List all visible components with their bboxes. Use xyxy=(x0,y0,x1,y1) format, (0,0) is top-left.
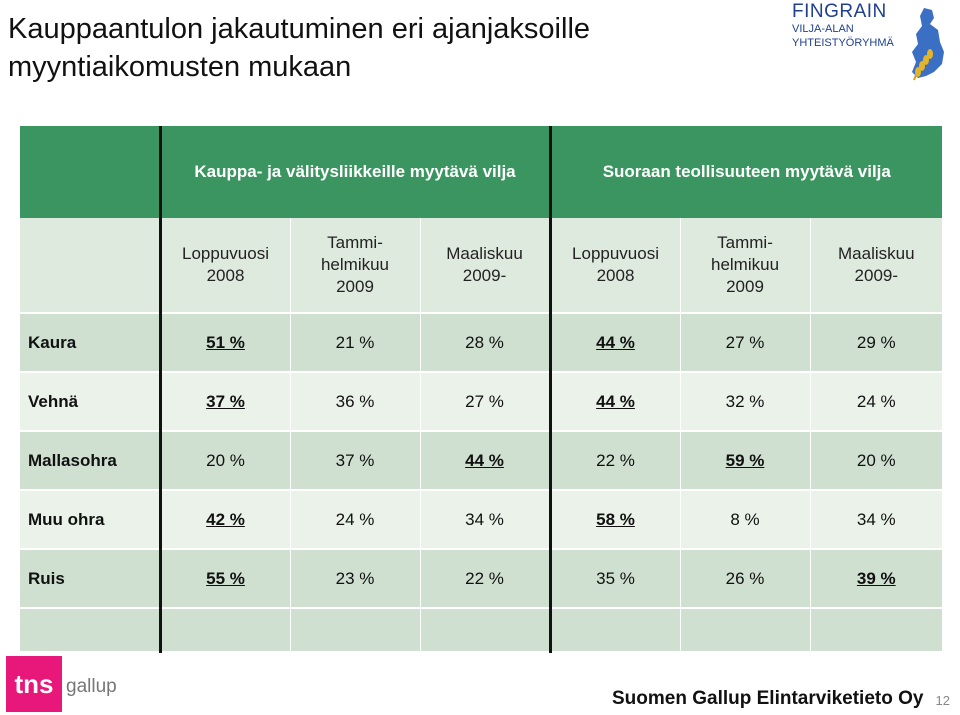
period-header-line: Tammi- xyxy=(327,233,383,252)
cell-value: 44 % xyxy=(596,391,635,411)
table-cell xyxy=(420,431,550,490)
cell-value: 37 % xyxy=(206,391,245,411)
fingrain-logo xyxy=(792,2,952,87)
table-cell xyxy=(420,313,550,372)
corner-cell xyxy=(20,126,160,218)
cell-value: 21 % xyxy=(335,332,375,352)
title-line-1: Kauppaantulon jakautuminen eri ajanjaksoille xyxy=(8,13,591,45)
table-row xyxy=(20,431,942,490)
table-row xyxy=(20,549,942,608)
empty-cell xyxy=(550,608,680,652)
cell-value: 51 % xyxy=(206,332,245,352)
table-cell xyxy=(810,372,942,431)
cell-value: 29 % xyxy=(856,332,896,352)
cell-value: 55 % xyxy=(206,568,245,588)
table-cell xyxy=(290,490,420,549)
cell-value: 20 % xyxy=(206,450,245,470)
table-cell xyxy=(160,313,290,372)
table-cell xyxy=(810,490,942,549)
fingrain-sub2: YHTEISTYÖRYHMÄ xyxy=(792,37,894,49)
title-line-2: myyntiaikomusten mukaan xyxy=(8,51,352,83)
tns-mark: tns xyxy=(6,656,62,712)
period-header xyxy=(810,218,942,313)
cell-value: 22 % xyxy=(596,450,635,470)
cell-value: 20 % xyxy=(856,450,896,470)
table-cell xyxy=(810,431,942,490)
cell-value: 44 % xyxy=(465,450,504,470)
period-header-line: Maaliskuu xyxy=(446,244,523,263)
empty-row xyxy=(20,608,942,652)
empty-cell xyxy=(680,608,810,652)
fingrain-sub1: VILJA-ALAN xyxy=(792,23,854,35)
period-header xyxy=(680,218,810,313)
period-header-line: Maaliskuu xyxy=(838,244,915,263)
table-cell xyxy=(290,313,420,372)
table-cell xyxy=(680,313,810,372)
period-header-line: Loppuvuosi xyxy=(572,244,659,263)
table-cell xyxy=(550,431,680,490)
cell-value: 27 % xyxy=(725,332,765,352)
period-header-line: 2009 xyxy=(336,277,374,296)
corner-cell-sub xyxy=(20,218,160,313)
table-row xyxy=(20,313,942,372)
empty-cell xyxy=(420,608,550,652)
page-number: 12 xyxy=(935,693,950,708)
table-cell xyxy=(680,490,810,549)
table-cell xyxy=(680,431,810,490)
group-header-row xyxy=(20,126,942,218)
finland-map-wheat-icon xyxy=(904,6,952,86)
table-row xyxy=(20,372,942,431)
row-label: Vehnä xyxy=(20,372,160,431)
footer-company: Suomen Gallup Elintarviketieto Oy xyxy=(612,688,924,709)
cell-value: 37 % xyxy=(335,450,375,470)
slide-title xyxy=(8,10,728,86)
table-cell xyxy=(420,549,550,608)
row-label: Mallasohra xyxy=(20,431,160,490)
period-header-line: Tammi- xyxy=(717,233,773,252)
period-header-line: 2009- xyxy=(462,266,507,285)
table-cell xyxy=(160,431,290,490)
table-row xyxy=(20,490,942,549)
cell-value: 24 % xyxy=(335,509,375,529)
cell-value: 39 % xyxy=(856,568,896,588)
row-label: Muu ohra xyxy=(20,490,160,549)
fingrain-brand: FINGRAIN xyxy=(792,1,887,22)
cell-value: 44 % xyxy=(596,332,635,352)
cell-value: 8 % xyxy=(730,509,760,529)
cell-value: 24 % xyxy=(856,391,896,411)
table-cell xyxy=(290,549,420,608)
empty-cell xyxy=(810,608,942,652)
cell-value: 35 % xyxy=(596,568,635,588)
period-header-line: helmikuu xyxy=(320,255,390,274)
cell-value: 23 % xyxy=(335,568,375,588)
table-cell xyxy=(290,372,420,431)
table-cell xyxy=(160,490,290,549)
table-cell xyxy=(810,549,942,608)
period-header-line: 2008 xyxy=(206,266,245,285)
period-header-line: helmikuu xyxy=(710,255,780,274)
period-header-line: 2009 xyxy=(726,277,764,296)
period-header-line: Loppuvuosi xyxy=(182,244,269,263)
table-cell xyxy=(160,549,290,608)
tns-gallup-logo xyxy=(6,652,117,712)
cell-value: 32 % xyxy=(725,391,765,411)
cell-value: 27 % xyxy=(465,391,504,411)
period-header xyxy=(550,218,680,313)
period-header xyxy=(160,218,290,313)
cell-value: 34 % xyxy=(856,509,896,529)
table-cell xyxy=(680,549,810,608)
sales-distribution-table xyxy=(20,126,942,653)
period-header xyxy=(290,218,420,313)
table-cell xyxy=(550,313,680,372)
cell-value: 26 % xyxy=(725,568,765,588)
cell-value: 36 % xyxy=(335,391,375,411)
period-header-line: 2009- xyxy=(854,266,899,285)
table-cell xyxy=(160,372,290,431)
table-cell xyxy=(420,372,550,431)
cell-value: 42 % xyxy=(206,509,245,529)
empty-cell xyxy=(20,608,160,652)
group-header-traders: Kauppa- ja välitysliikkeille myytävä vilja xyxy=(160,126,550,218)
cell-value: 34 % xyxy=(465,509,504,529)
cell-value: 22 % xyxy=(465,568,504,588)
empty-cell xyxy=(160,608,290,652)
period-header xyxy=(420,218,550,313)
table-cell xyxy=(550,490,680,549)
table-cell xyxy=(680,372,810,431)
period-header-row xyxy=(20,218,942,313)
cell-value: 58 % xyxy=(596,509,635,529)
cell-value: 59 % xyxy=(725,450,765,470)
table-cell xyxy=(420,490,550,549)
table-cell xyxy=(550,549,680,608)
row-label: Kaura xyxy=(20,313,160,372)
row-label: Ruis xyxy=(20,549,160,608)
table-cell xyxy=(550,372,680,431)
table-cell xyxy=(810,313,942,372)
group-header-industry: Suoraan teollisuuteen myytävä vilja xyxy=(550,126,942,218)
cell-value: 28 % xyxy=(465,332,504,352)
empty-cell xyxy=(290,608,420,652)
gallup-word: gallup xyxy=(66,676,117,697)
period-header-line: 2008 xyxy=(596,266,635,285)
table-cell xyxy=(290,431,420,490)
